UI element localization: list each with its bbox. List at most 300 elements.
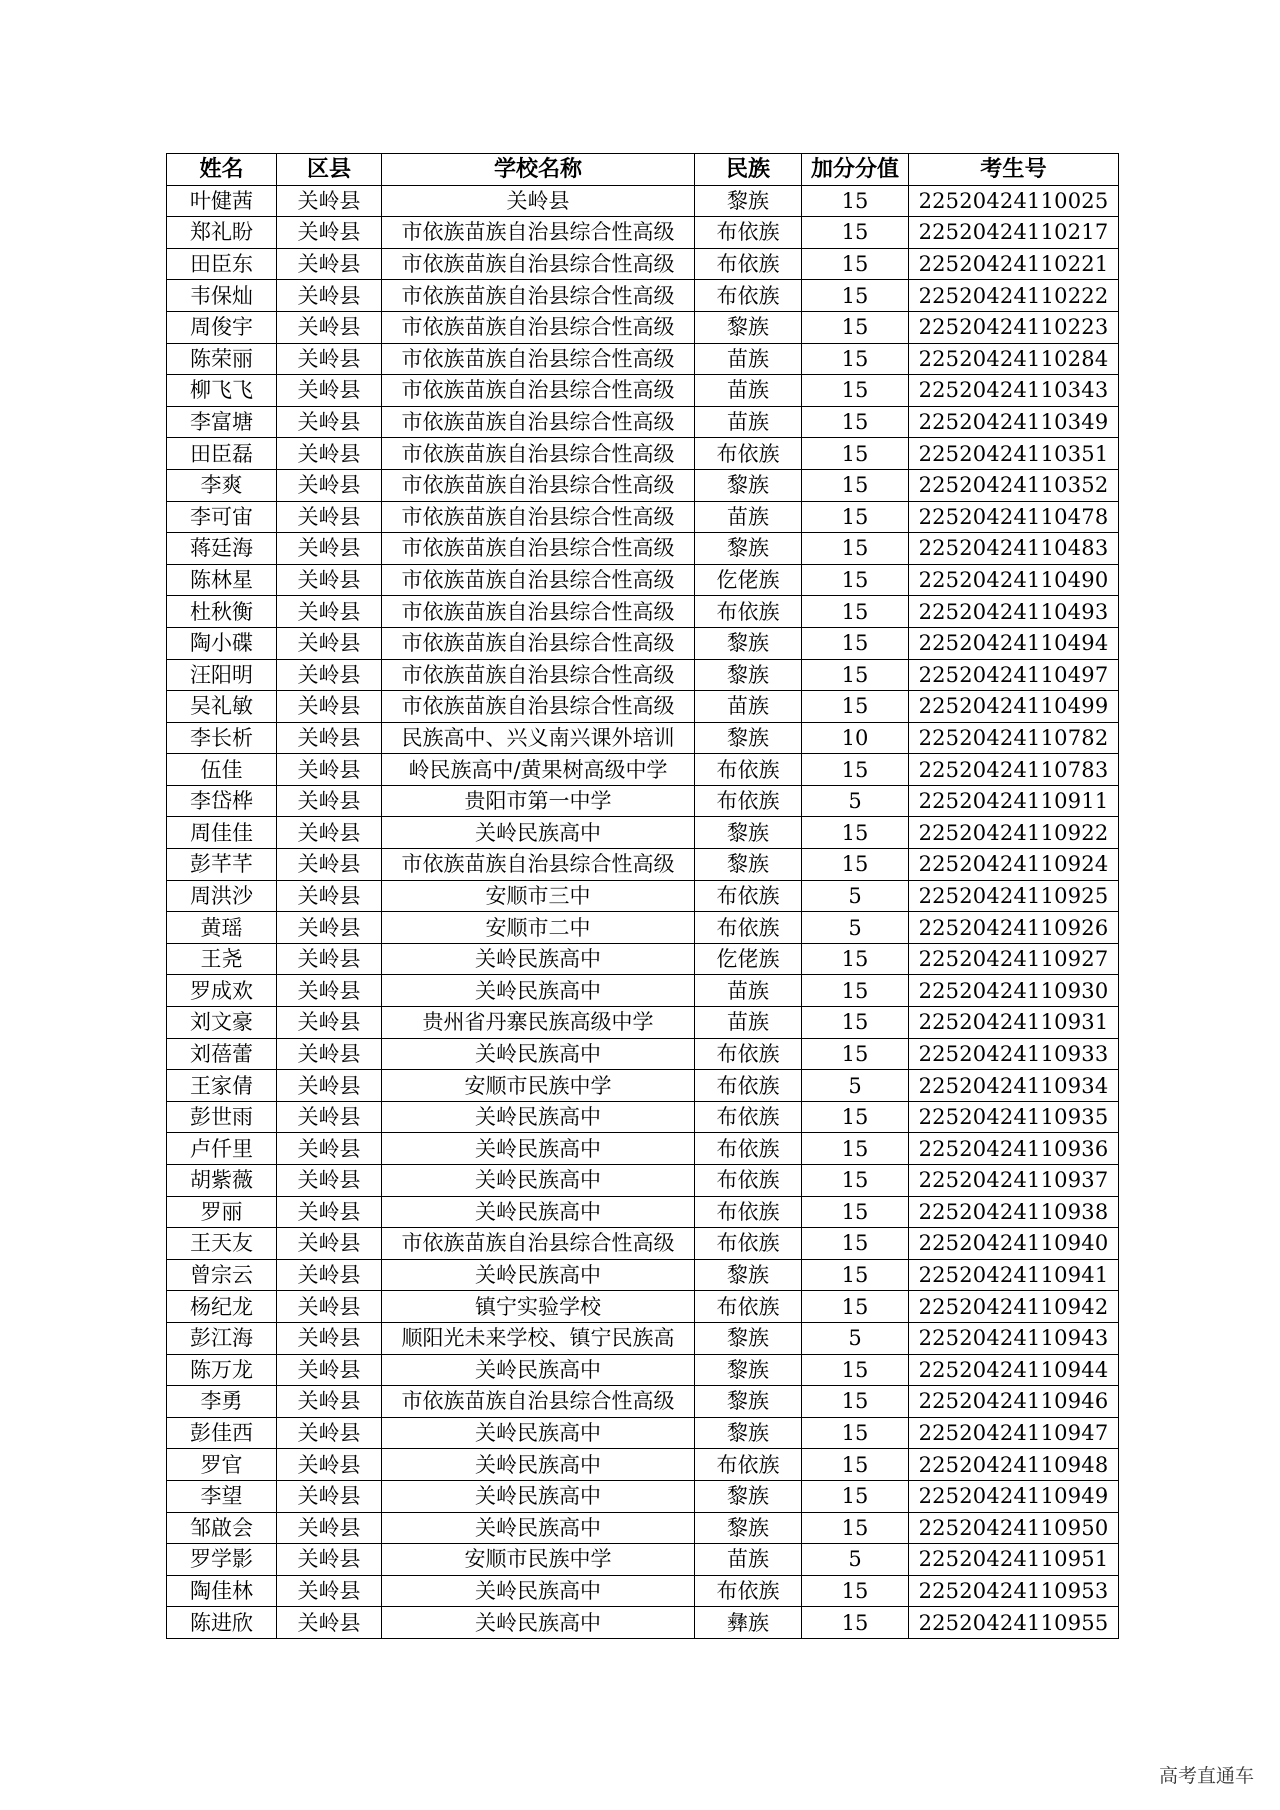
cell-exam-id: 22520424110933: [909, 1038, 1119, 1070]
cell-school: [382, 533, 695, 565]
school-name-text: 关岭民族高中: [475, 1452, 601, 1477]
school-name-text: 关岭民族高中: [475, 820, 601, 845]
cell-ethnicity: 布依族: [695, 1133, 802, 1165]
table-row: [167, 375, 1119, 407]
school-name-wrap: [382, 281, 694, 311]
cell-school: [382, 849, 695, 881]
cell-name: 王尧: [167, 943, 277, 975]
cell-ethnicity: 苗族: [695, 1544, 802, 1576]
table-row: [167, 1575, 1119, 1607]
cell-school: [382, 501, 695, 533]
cell-exam-id: 22520424110946: [909, 1386, 1119, 1418]
school-name-text: 市依族苗族自治县综合性高级: [401, 315, 675, 340]
school-name-wrap: [382, 439, 694, 469]
cell-bonus: 15: [802, 1165, 909, 1197]
school-name-text: 镇宁实验学校: [475, 1294, 601, 1319]
cell-ethnicity: 黎族: [695, 722, 802, 754]
table-row: [167, 596, 1119, 628]
cell-county: 关岭县: [277, 1417, 382, 1449]
cell-ethnicity: 布依族: [695, 438, 802, 470]
school-name-text: 安顺市民族中学: [464, 1073, 612, 1098]
cell-bonus: 15: [802, 1575, 909, 1607]
cell-ethnicity: 布依族: [695, 1196, 802, 1228]
cell-county: 关岭县: [277, 438, 382, 470]
cell-ethnicity: 苗族: [695, 975, 802, 1007]
school-name-text: 关岭县: [506, 188, 570, 213]
cell-name: 周洪沙: [167, 880, 277, 912]
school-name-wrap: [382, 344, 694, 374]
school-name-wrap: [382, 1134, 694, 1164]
cell-county: 关岭县: [277, 1575, 382, 1607]
cell-county: 关岭县: [277, 1354, 382, 1386]
school-name-wrap: [382, 502, 694, 532]
school-name-wrap: [382, 1323, 694, 1353]
school-name-text: 顺阳光未来学校、镇宁民族高: [401, 1326, 675, 1351]
cell-exam-id: 22520424110950: [909, 1512, 1119, 1544]
school-name-wrap: [382, 755, 694, 785]
cell-exam-id: 22520424110490: [909, 564, 1119, 596]
cell-school: [382, 722, 695, 754]
cell-name: 刘蓓蕾: [167, 1038, 277, 1070]
school-name-wrap: [382, 1481, 694, 1511]
cell-name: 罗成欢: [167, 975, 277, 1007]
cell-bonus: 15: [802, 1038, 909, 1070]
cell-county: 关岭县: [277, 943, 382, 975]
cell-school: [382, 1196, 695, 1228]
table-row: [167, 564, 1119, 596]
cell-county: 关岭县: [277, 406, 382, 438]
school-name-text: 市依族苗族自治县综合性高级: [401, 662, 675, 687]
cell-ethnicity: 布依族: [695, 912, 802, 944]
cell-bonus: 5: [802, 785, 909, 817]
cell-name: 郑礼盼: [167, 217, 277, 249]
school-name-text: 市依族苗族自治县综合性高级: [401, 220, 675, 245]
cell-name: 李岱桦: [167, 785, 277, 817]
cell-bonus: 15: [802, 849, 909, 881]
table-header-row: [167, 154, 1119, 186]
school-name-wrap: [382, 1197, 694, 1227]
school-name-text: 市依族苗族自治县综合性高级: [401, 536, 675, 561]
cell-exam-id: 22520424110025: [909, 185, 1119, 217]
cell-school: [382, 311, 695, 343]
cell-ethnicity: 黎族: [695, 659, 802, 691]
cell-school: [382, 785, 695, 817]
cell-exam-id: 22520424110953: [909, 1575, 1119, 1607]
cell-school: [382, 1228, 695, 1260]
cell-name: 彭芊芊: [167, 849, 277, 881]
cell-ethnicity: 仡佬族: [695, 564, 802, 596]
cell-ethnicity: 苗族: [695, 375, 802, 407]
cell-ethnicity: 布依族: [695, 1291, 802, 1323]
cell-bonus: 15: [802, 1417, 909, 1449]
cell-bonus: 15: [802, 596, 909, 628]
cell-bonus: 15: [802, 1101, 909, 1133]
cell-name: 李富塘: [167, 406, 277, 438]
school-name-wrap: [382, 1513, 694, 1543]
cell-name: 罗官: [167, 1449, 277, 1481]
school-name-text: 关岭民族高中: [475, 1199, 601, 1224]
cell-name: 吴礼敏: [167, 691, 277, 723]
table-row: [167, 1101, 1119, 1133]
table-row: [167, 469, 1119, 501]
cell-county: 关岭县: [277, 659, 382, 691]
cell-ethnicity: 布依族: [695, 1575, 802, 1607]
cell-bonus: 15: [802, 1228, 909, 1260]
school-name-wrap: [382, 312, 694, 342]
cell-name: 陈荣丽: [167, 343, 277, 375]
cell-exam-id: 22520424110494: [909, 627, 1119, 659]
cell-name: 邹啟会: [167, 1512, 277, 1544]
cell-exam-id: 22520424110483: [909, 533, 1119, 565]
cell-county: 关岭县: [277, 627, 382, 659]
table-row: [167, 533, 1119, 565]
cell-county: 关岭县: [277, 1070, 382, 1102]
school-name-wrap: [382, 597, 694, 627]
cell-exam-id: 22520424110499: [909, 691, 1119, 723]
cell-exam-id: 22520424110949: [909, 1480, 1119, 1512]
cell-name: 刘文豪: [167, 1007, 277, 1039]
school-name-wrap: [382, 723, 694, 753]
cell-school: [382, 1480, 695, 1512]
school-name-text: 市依族苗族自治县综合性高级: [401, 599, 675, 624]
cell-exam-id: 22520424110352: [909, 469, 1119, 501]
cell-ethnicity: 黎族: [695, 469, 802, 501]
cell-name: 罗学影: [167, 1544, 277, 1576]
cell-ethnicity: 黎族: [695, 1259, 802, 1291]
school-name-wrap: [382, 565, 694, 595]
table-row: [167, 1512, 1119, 1544]
header-county: 区县: [277, 154, 382, 186]
cell-county: 关岭县: [277, 185, 382, 217]
school-name-text: 关岭民族高中: [475, 1105, 601, 1130]
cell-school: [382, 1133, 695, 1165]
table-row: [167, 217, 1119, 249]
cell-exam-id: 22520424110922: [909, 817, 1119, 849]
cell-county: 关岭县: [277, 785, 382, 817]
table-row: [167, 722, 1119, 754]
cell-name: 黄瑶: [167, 912, 277, 944]
cell-school: [382, 438, 695, 470]
cell-exam-id: 22520424110942: [909, 1291, 1119, 1323]
cell-school: [382, 817, 695, 849]
cell-county: 关岭县: [277, 817, 382, 849]
cell-county: 关岭县: [277, 754, 382, 786]
school-name-text: 关岭民族高中: [475, 978, 601, 1003]
school-name-wrap: [382, 1292, 694, 1322]
school-name-text: 关岭民族高中: [475, 1263, 601, 1288]
cell-name: 杨纪龙: [167, 1291, 277, 1323]
cell-name: 田臣磊: [167, 438, 277, 470]
cell-exam-id: 22520424110221: [909, 248, 1119, 280]
cell-county: 关岭县: [277, 1322, 382, 1354]
cell-exam-id: 22520424110911: [909, 785, 1119, 817]
cell-name: 陈林星: [167, 564, 277, 596]
cell-county: 关岭县: [277, 849, 382, 881]
school-name-text: 市依族苗族自治县综合性高级: [401, 1231, 675, 1256]
cell-bonus: 15: [802, 469, 909, 501]
table-row: [167, 438, 1119, 470]
school-name-wrap: [382, 660, 694, 690]
table-row: [167, 1165, 1119, 1197]
school-name-text: 安顺市三中: [485, 883, 591, 908]
cell-name: 曾宗云: [167, 1259, 277, 1291]
school-name-text: 市依族苗族自治县综合性高级: [401, 346, 675, 371]
header-bonus: 加分分值: [802, 154, 909, 186]
school-name-wrap: [382, 1576, 694, 1606]
cell-school: [382, 912, 695, 944]
cell-exam-id: 22520424110926: [909, 912, 1119, 944]
cell-exam-id: 22520424110927: [909, 943, 1119, 975]
cell-bonus: 15: [802, 280, 909, 312]
school-name-wrap: [382, 1355, 694, 1385]
school-name-wrap: [382, 1007, 694, 1037]
cell-ethnicity: 黎族: [695, 311, 802, 343]
school-name-text: 关岭民族高中: [475, 947, 601, 972]
cell-name: 李爽: [167, 469, 277, 501]
school-name-wrap: [382, 691, 694, 721]
cell-name: 陈万龙: [167, 1354, 277, 1386]
cell-name: 陈进欣: [167, 1607, 277, 1639]
cell-bonus: 10: [802, 722, 909, 754]
school-name-text: 市依族苗族自治县综合性高级: [401, 852, 675, 877]
cell-school: [382, 248, 695, 280]
table-row: [167, 1038, 1119, 1070]
cell-school: [382, 185, 695, 217]
cell-bonus: 15: [802, 343, 909, 375]
school-name-text: 市依族苗族自治县综合性高级: [401, 631, 675, 656]
table-row: [167, 311, 1119, 343]
cell-bonus: 15: [802, 185, 909, 217]
cell-school: [382, 596, 695, 628]
cell-exam-id: 22520424110955: [909, 1607, 1119, 1639]
cell-county: 关岭县: [277, 1165, 382, 1197]
table-row: [167, 343, 1119, 375]
school-name-text: 市依族苗族自治县综合性高级: [401, 378, 675, 403]
school-name-wrap: [382, 186, 694, 216]
cell-bonus: 15: [802, 406, 909, 438]
cell-county: 关岭县: [277, 1196, 382, 1228]
cell-bonus: 15: [802, 754, 909, 786]
cell-exam-id: 22520424110944: [909, 1354, 1119, 1386]
cell-name: 汪阳明: [167, 659, 277, 691]
table-row: [167, 627, 1119, 659]
cell-exam-id: 22520424110782: [909, 722, 1119, 754]
cell-ethnicity: 黎族: [695, 1354, 802, 1386]
cell-bonus: 15: [802, 975, 909, 1007]
school-name-text: 关岭民族高中: [475, 1357, 601, 1382]
school-name-wrap: [382, 628, 694, 658]
cell-bonus: 15: [802, 1607, 909, 1639]
cell-name: 王天友: [167, 1228, 277, 1260]
cell-exam-id: 22520424110937: [909, 1165, 1119, 1197]
cell-bonus: 15: [802, 1007, 909, 1039]
cell-county: 关岭县: [277, 880, 382, 912]
cell-ethnicity: 布依族: [695, 1165, 802, 1197]
cell-exam-id: 22520424110478: [909, 501, 1119, 533]
cell-ethnicity: 黎族: [695, 1480, 802, 1512]
cell-exam-id: 22520424110931: [909, 1007, 1119, 1039]
cell-bonus: 15: [802, 533, 909, 565]
cell-ethnicity: 布依族: [695, 1449, 802, 1481]
cell-exam-id: 22520424110497: [909, 659, 1119, 691]
cell-bonus: 15: [802, 1354, 909, 1386]
cell-ethnicity: 苗族: [695, 691, 802, 723]
cell-exam-id: 22520424110940: [909, 1228, 1119, 1260]
table-row: [167, 1322, 1119, 1354]
watermark-text: 高考直通车: [1158, 1765, 1254, 1787]
table-row: [167, 406, 1119, 438]
header-exam-id: 考生号: [909, 154, 1119, 186]
cell-exam-id: 22520424110941: [909, 1259, 1119, 1291]
cell-name: 陶小碟: [167, 627, 277, 659]
school-name-wrap: [382, 976, 694, 1006]
table-row: [167, 1228, 1119, 1260]
cell-bonus: 15: [802, 943, 909, 975]
school-name-wrap: [382, 1260, 694, 1290]
table-row: [167, 280, 1119, 312]
school-name-text: 市依族苗族自治县综合性高级: [401, 283, 675, 308]
cell-name: 陶佳林: [167, 1575, 277, 1607]
cell-school: [382, 754, 695, 786]
cell-exam-id: 22520424110924: [909, 849, 1119, 881]
cell-school: [382, 880, 695, 912]
cell-county: 关岭县: [277, 1291, 382, 1323]
cell-bonus: 15: [802, 248, 909, 280]
cell-exam-id: 22520424110936: [909, 1133, 1119, 1165]
table-row: [167, 248, 1119, 280]
cell-name: 胡紫薇: [167, 1165, 277, 1197]
cell-ethnicity: 布依族: [695, 1070, 802, 1102]
cell-county: 关岭县: [277, 1228, 382, 1260]
cell-exam-id: 22520424110493: [909, 596, 1119, 628]
table-row: [167, 1607, 1119, 1639]
school-name-text: 关岭民族高中: [475, 1484, 601, 1509]
table-row: [167, 1544, 1119, 1576]
school-name-wrap: [382, 849, 694, 879]
cell-name: 卢仟里: [167, 1133, 277, 1165]
cell-county: 关岭县: [277, 1480, 382, 1512]
cell-county: 关岭县: [277, 501, 382, 533]
cell-name: 田臣东: [167, 248, 277, 280]
cell-name: 周俊宇: [167, 311, 277, 343]
cell-name: 李长析: [167, 722, 277, 754]
school-name-text: 市依族苗族自治县综合性高级: [401, 694, 675, 719]
table-row: [167, 185, 1119, 217]
cell-school: [382, 1101, 695, 1133]
cell-exam-id: 22520424110930: [909, 975, 1119, 1007]
school-name-wrap: [382, 944, 694, 974]
cell-school: [382, 943, 695, 975]
cell-school: [382, 975, 695, 1007]
cell-exam-id: 22520424110934: [909, 1070, 1119, 1102]
cell-county: 关岭县: [277, 217, 382, 249]
table-row: [167, 1070, 1119, 1102]
school-name-text: 贵州省丹寨民族高级中学: [422, 1010, 654, 1035]
school-name-wrap: [382, 1071, 694, 1101]
cell-bonus: 5: [802, 912, 909, 944]
cell-ethnicity: 布依族: [695, 596, 802, 628]
cell-school: [382, 1354, 695, 1386]
cell-school: [382, 1007, 695, 1039]
cell-county: 关岭县: [277, 311, 382, 343]
table-row: [167, 1259, 1119, 1291]
cell-bonus: 15: [802, 375, 909, 407]
cell-ethnicity: 黎族: [695, 627, 802, 659]
cell-bonus: 15: [802, 311, 909, 343]
table-row: [167, 1480, 1119, 1512]
cell-school: [382, 1259, 695, 1291]
cell-ethnicity: 布依族: [695, 1228, 802, 1260]
school-name-text: 市依族苗族自治县综合性高级: [401, 568, 675, 593]
cell-name: 李勇: [167, 1386, 277, 1418]
table-row: [167, 1291, 1119, 1323]
cell-school: [382, 1291, 695, 1323]
table-row: [167, 1133, 1119, 1165]
table-row: [167, 659, 1119, 691]
cell-county: 关岭县: [277, 1386, 382, 1418]
cell-name: 罗丽: [167, 1196, 277, 1228]
cell-exam-id: 22520424110947: [909, 1417, 1119, 1449]
school-name-text: 市依族苗族自治县综合性高级: [401, 473, 675, 498]
school-name-wrap: [382, 407, 694, 437]
school-name-text: 市依族苗族自治县综合性高级: [401, 410, 675, 435]
school-name-text: 贵阳市第一中学: [464, 789, 612, 814]
cell-ethnicity: 布依族: [695, 217, 802, 249]
cell-bonus: 15: [802, 817, 909, 849]
cell-school: [382, 1607, 695, 1639]
cell-school: [382, 1070, 695, 1102]
cell-school: [382, 217, 695, 249]
cell-exam-id: 22520424110223: [909, 311, 1119, 343]
cell-bonus: 15: [802, 1386, 909, 1418]
cell-ethnicity: 仡佬族: [695, 943, 802, 975]
cell-ethnicity: 苗族: [695, 343, 802, 375]
table-row: [167, 849, 1119, 881]
cell-county: 关岭县: [277, 280, 382, 312]
school-name-wrap: [382, 1228, 694, 1258]
school-name-text: 关岭民族高中: [475, 1610, 601, 1635]
cell-bonus: 15: [802, 1512, 909, 1544]
cell-bonus: 15: [802, 1196, 909, 1228]
cell-name: 伍佳: [167, 754, 277, 786]
school-name-text: 安顺市二中: [485, 915, 591, 940]
school-name-text: 岭民族高中/黄果树高级中学: [408, 757, 668, 782]
cell-bonus: 15: [802, 438, 909, 470]
table-row: [167, 912, 1119, 944]
cell-ethnicity: 布依族: [695, 754, 802, 786]
cell-exam-id: 22520424110938: [909, 1196, 1119, 1228]
school-name-wrap: [382, 375, 694, 405]
cell-county: 关岭县: [277, 1259, 382, 1291]
cell-county: 关岭县: [277, 975, 382, 1007]
cell-bonus: 15: [802, 1291, 909, 1323]
cell-name: 李望: [167, 1480, 277, 1512]
school-name-text: 关岭民族高中: [475, 1041, 601, 1066]
cell-county: 关岭县: [277, 1133, 382, 1165]
cell-exam-id: 22520424110951: [909, 1544, 1119, 1576]
cell-exam-id: 22520424110351: [909, 438, 1119, 470]
cell-bonus: 5: [802, 1322, 909, 1354]
cell-exam-id: 22520424110925: [909, 880, 1119, 912]
cell-school: [382, 280, 695, 312]
cell-county: 关岭县: [277, 533, 382, 565]
cell-name: 柳飞飞: [167, 375, 277, 407]
cell-county: 关岭县: [277, 1449, 382, 1481]
cell-county: 关岭县: [277, 248, 382, 280]
table-row: [167, 1386, 1119, 1418]
cell-bonus: 15: [802, 217, 909, 249]
cell-school: [382, 659, 695, 691]
